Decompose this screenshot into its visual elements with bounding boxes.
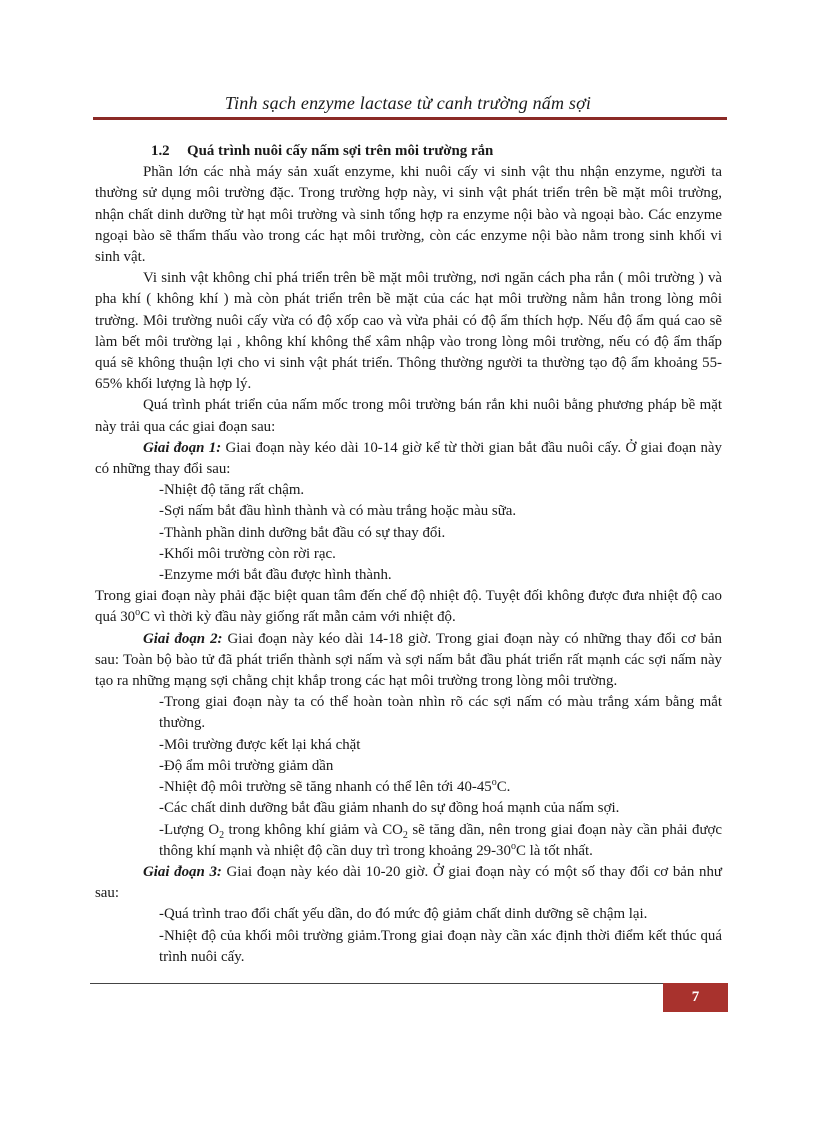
footer-rule [90, 983, 663, 984]
list-item: -Sợi nấm bắt đầu hình thành và có màu trắng hoặc màu sữa. [159, 503, 517, 520]
stage-2-text: Giai đoạn này kéo dài 14-18 giờ. Trong giai đoạn này có những thay đổi cơ bản sau: Toàn bộ bào tử đã phát triển thành sợi nấm và sợi nấm bắt đầu phát triển rất mạnh các sợi nấm này tạo ra những mạng sợi chằng chịt khắp trong các hạt môi trường trong lòng môi trường. [95, 630, 722, 690]
list-item: -Thành phần dinh dưỡng bắt đầu có sự thay đổi. [159, 524, 446, 541]
list-item: -Trong giai đoạn này ta có thể hoàn toàn nhìn rõ các sợi nấm có màu trắng xám bằng mắt thường. [159, 694, 722, 732]
stage-3-text: Giai đoạn này kéo dài 10-20 giờ. Ở giai đoạn này có một số thay đổi cơ bản như sau: [95, 863, 722, 902]
list-item: -Độ ẩm môi trường giảm dần [159, 757, 334, 774]
page-number: 7 [691, 989, 700, 1005]
paragraph-1: Phần lớn các nhà máy sản xuất enzyme, khi nuôi cấy vi sinh vật thu nhận enzyme, người ta thường sử dụng môi trường đặc. Trong trường hợp này, vi sinh vật phát triển trên bề mặt môi trường, nhận chất dinh dưỡng từ hạt môi trường và sinh tổng hợp ra enzyme nội bào và ngoại bào. Các enzyme ngoại bào sẽ thẩm thấu vào trong các hạt môi trường, còn các enzyme nội bào nằm trong sinh khối vi sinh vật. [95, 164, 722, 266]
temp-text-b: C. [496, 779, 511, 796]
page-number-box [663, 983, 728, 1012]
list-item [95, 820, 722, 862]
stage-2-label: Giai đoạn 2: [143, 630, 223, 647]
degree-sup: o [135, 607, 141, 619]
stage-1-paragraph [95, 438, 722, 480]
temp-text-a: -Nhiệt độ môi trường sẽ tăng nhanh có thể lên tới 40-45 [159, 779, 492, 796]
note-text-a: Trong giai đoạn này phải đặc biệt quan tâm đến chế độ nhiệt độ. Tuyệt đối không được đưa nhiệt độ cao quá 30 [95, 588, 722, 626]
gas-text-c: sẽ tăng dần, nên trong giai đoạn này cần phải được thông khí mạnh và nhiệt độ cần duy trì trong khoảng 29-30 [159, 821, 722, 859]
stage-3-label: Giai đoạn 3: [143, 863, 222, 880]
list-item: -Khối môi trường còn rời rạc. [159, 545, 336, 562]
degree-sup: o [491, 777, 497, 789]
stage-1-text: Giai đoạn này kéo dài 10-14 giờ kể từ thời gian bắt đầu nuôi cấy. Ở giai đoạn này có những thay đổi sau: [95, 439, 722, 478]
co2-sub: 2 [402, 829, 408, 841]
list-item [95, 777, 722, 798]
header-rule [93, 117, 727, 120]
stage-1-note [95, 586, 722, 628]
list-item: -Nhiệt độ của khối môi trường giảm.Trong giai đoạn này cần xác định thời điểm kết thúc quá trình nuôi cấy. [159, 927, 722, 965]
stage-2-paragraph [95, 629, 722, 693]
section-title: Quá trình nuôi cấy nấm sợi trên môi trường rắn [187, 143, 494, 159]
stage-1-label: Giai đoạn 1: [143, 439, 222, 456]
note-text-b: C vì thời kỳ đầu này giống rất mẫn cảm với nhiệt độ. [140, 609, 456, 626]
list-item: -Môi trường được kết lại khá chặt [159, 736, 361, 753]
gas-text-b: trong không khí giảm và CO [224, 821, 403, 838]
page-content [95, 141, 722, 968]
list-item: -Quá trình trao đổi chất yếu dần, do đó mức độ giảm chất dinh dưỡng sẽ chậm lại. [159, 906, 648, 923]
section-number: 1.2 [151, 143, 170, 159]
section-heading [95, 141, 722, 162]
degree-sup: o [510, 840, 516, 852]
list-item: -Enzyme mới bắt đầu được hình thành. [159, 567, 392, 584]
gas-text-a: -Lượng O [159, 821, 220, 838]
o2-sub: 2 [219, 829, 225, 841]
paragraph-3: Quá trình phát triển của nấm mốc trong môi trường bán rắn khi nuôi bằng phương pháp bề mặt này trải qua các giai đoạn sau: [95, 397, 722, 435]
list-item: -Các chất dinh dưỡng bắt đầu giảm nhanh do sự đồng hoá mạnh của nấm sợi. [159, 800, 620, 817]
stage-3-paragraph [95, 862, 722, 904]
list-item: -Nhiệt độ tăng rất chậm. [159, 482, 305, 499]
paragraph-2: Vi sinh vật không chỉ phá triển trên bề mặt môi trường, nơi ngăn cách pha rắn ( môi trường ) và pha khí ( không khí ) mà còn phát triển trên bề mặt của các hạt môi trường nằm hẳn trong lòng môi trường. Môi trường nuôi cấy vừa có độ xốp cao và vừa phải có độ ẩm thích hợp. Nếu độ ẩm quá cao sẽ làm bết môi trường lại , không khí không thể xâm nhập vào trong lòng môi trường, nếu có độ ẩm thấp quá sẽ không thuận lợi cho vi sinh vật phát triển. Thông thường người ta thường tạo độ ẩm khoảng 55-65% khối lượng là hợp lý. [95, 270, 722, 393]
gas-text-d: C là tốt nhất. [515, 842, 593, 859]
running-header-title: Tinh sạch enzyme lactase từ canh trường nấm sợi [224, 93, 592, 113]
